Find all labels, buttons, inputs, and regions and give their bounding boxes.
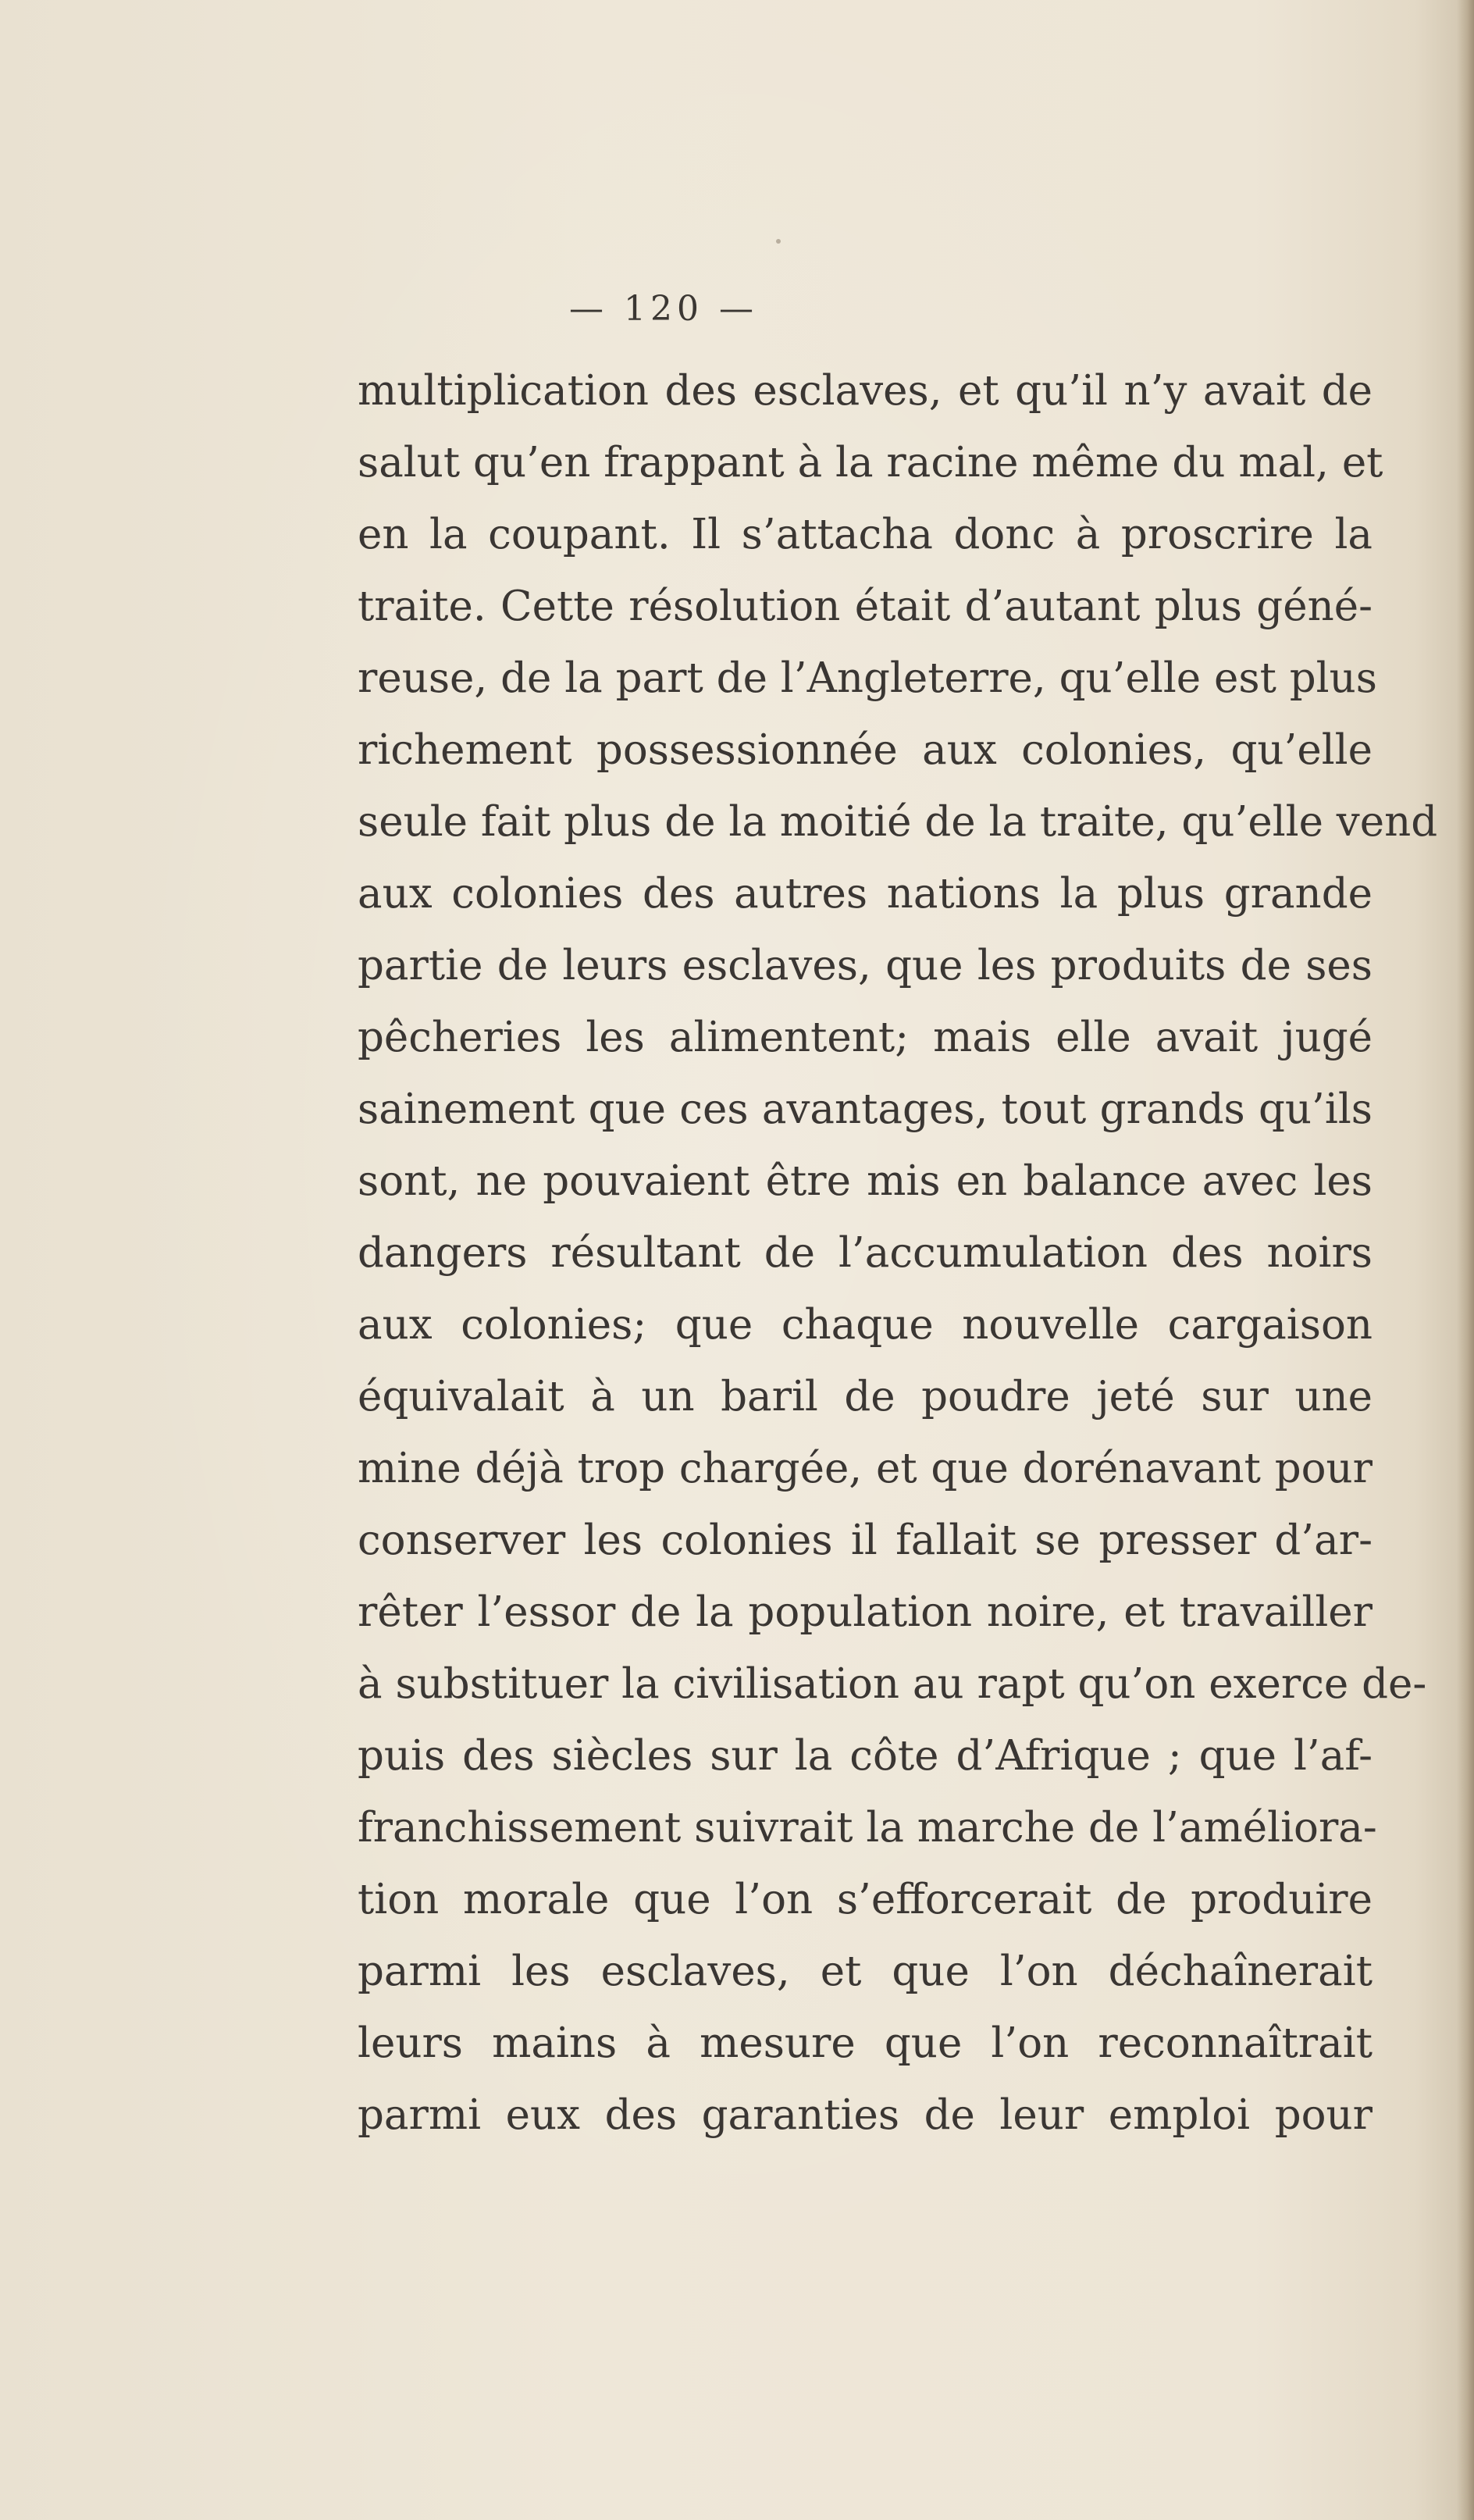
text-line: multiplication des esclaves, et qu’il n’y avait de (358, 367, 1373, 415)
text-line: équivalait à un baril de poudre jeté sur une (358, 1373, 1373, 1420)
text-line: à substituer la civilisation au rapt qu’on exerce de- (358, 1660, 1427, 1708)
text-line: mine déjà trop chargée, et que dorénavant pour (358, 1445, 1373, 1492)
text-line: franchissement suivrait la marche de l’améliora- (358, 1804, 1377, 1852)
text-line: aux colonies; que chaque nouvelle cargaison (358, 1301, 1373, 1349)
text-line: rêter l’essor de la population noire, et travailler (358, 1588, 1373, 1636)
text-line: seule fait plus de la moitié de la traite, qu’elle vend (358, 798, 1438, 846)
page-number: — 120 — (569, 289, 758, 329)
text-line: sainement que ces avantages, tout grands qu’ils (358, 1085, 1373, 1133)
text-line: puis des siècles sur la côte d’Afrique ; que l’af- (358, 1732, 1373, 1780)
page-edge-shadow (1457, 0, 1474, 2520)
text-line: pêcheries les alimentent; mais elle avait jugé (358, 1014, 1373, 1061)
body-text (358, 355, 1438, 2151)
text-line: richement possessionnée aux colonies, qu’elle (358, 726, 1373, 774)
text-line: parmi eux des garanties de leur emploi pour (358, 2091, 1373, 2139)
text-line: leurs mains à mesure que l’on reconnaîtrait (358, 2019, 1373, 2067)
text-line: aux colonies des autres nations la plus grande (358, 870, 1373, 918)
paper-speck (776, 239, 781, 244)
text-line: partie de leurs esclaves, que les produits de ses (358, 942, 1373, 989)
text-line: conserver les colonies il fallait se presser d’ar- (358, 1517, 1373, 1564)
text-line: salut qu’en frappant à la racine même du mal, et (358, 439, 1383, 487)
text-line: en la coupant. Il s’attacha donc à proscrire la (358, 511, 1373, 558)
text-line: traite. Cette résolution était d’autant plus géné- (358, 583, 1373, 630)
text-line: parmi les esclaves, et que l’on déchaînerait (358, 1948, 1373, 1995)
text-line: reuse, de la part de l’Angleterre, qu’elle est plus (358, 654, 1377, 702)
text-line: dangers résultant de l’accumulation des noirs (358, 1229, 1373, 1277)
text-line: sont, ne pouvaient être mis en balance avec les (358, 1157, 1373, 1205)
text-line: tion morale que l’on s’efforcerait de produire (358, 1876, 1373, 1923)
